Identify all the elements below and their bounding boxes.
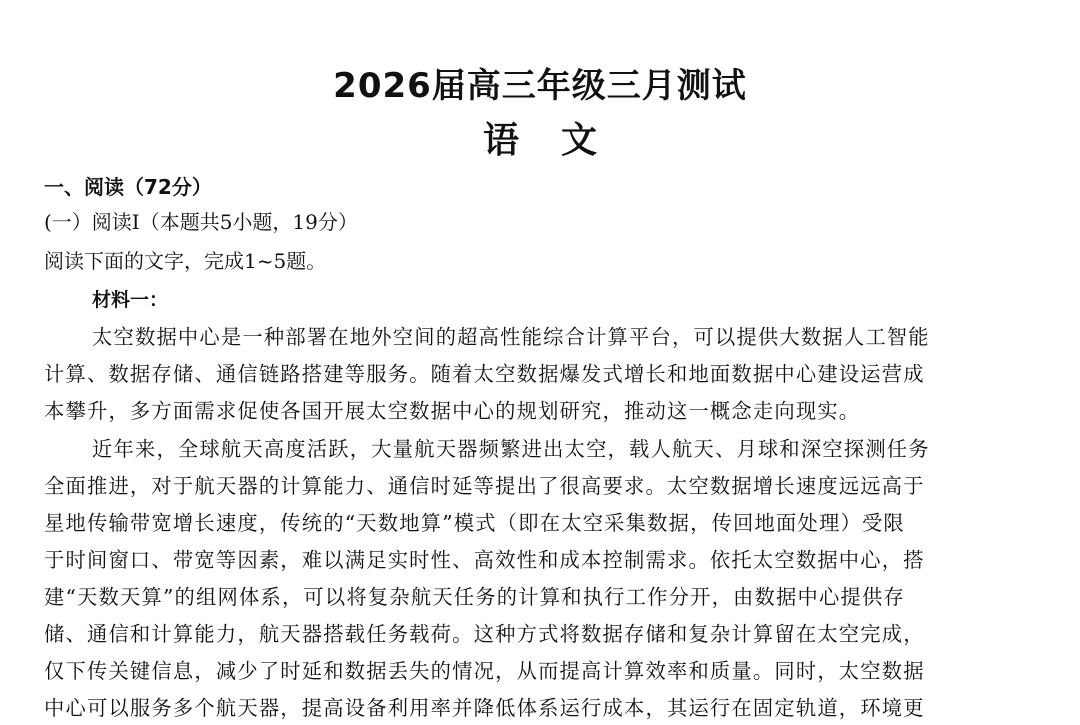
paragraph-line: 储、通信和计算能力，航天器搭载任务载荷。这种方式将数据存储和复杂计算留在太空完成， bbox=[44, 622, 925, 646]
paragraph-line: 全面推进，对于航天器的计算能力、通信时延等提出了很高要求。太空数据增长速度远远高于 bbox=[44, 474, 925, 498]
material-label: 材料一： bbox=[92, 289, 169, 311]
section-heading: 一、阅读（72分） bbox=[44, 175, 212, 199]
paragraph-line: 中心可以服务多个航天器，提高设备利用率并降低体系运行成本，其运行在固定轨道，环境更 bbox=[44, 696, 925, 720]
paragraph-line: 于时间窗口、带宽等因素，难以满足实时性、高效性和成本控制需求。依托太空数据中心，搭 bbox=[44, 548, 925, 572]
exam-subject: 语文 bbox=[482, 120, 639, 161]
paragraph-line: 本攀升，多方面需求促使各国开展太空数据中心的规划研究，推动这一概念走向现实。 bbox=[44, 399, 861, 423]
subsection-heading: (一）阅读I（本题共5小题，19分） bbox=[44, 210, 358, 234]
paragraph-line: 计算、数据存储、通信链路搭建等服务。随着太空数据爆发式增长和地面数据中心建设运营成 bbox=[44, 362, 925, 386]
paragraph-line: 建“天数天算”的组网体系，可以将复杂航天任务的计算和执行工作分开，由数据中心提供存 bbox=[44, 585, 905, 609]
reading-instruction: 阅读下面的文字，完成1~5题。 bbox=[44, 249, 327, 273]
paragraph-line: 太空数据中心是一种部署在地外空间的超高性能综合计算平台，可以提供大数据人工智能 bbox=[92, 325, 930, 349]
paragraph-line: 近年来，全球航天高度活跃，大量航天器频繁进出太空，载人航天、月球和深空探测任务 bbox=[92, 437, 930, 461]
exam-title: 2026届高三年级三月测试 bbox=[333, 66, 747, 106]
paragraph-line: 星地传输带宽增长速度，传统的“天数地算”模式（即在太空采集数据，传回地面处理）受限 bbox=[44, 511, 905, 535]
paragraph-line: 仅下传关键信息，减少了时延和数据丢失的情况，从而提高计算效率和质量。同时，太空数据 bbox=[44, 659, 925, 683]
